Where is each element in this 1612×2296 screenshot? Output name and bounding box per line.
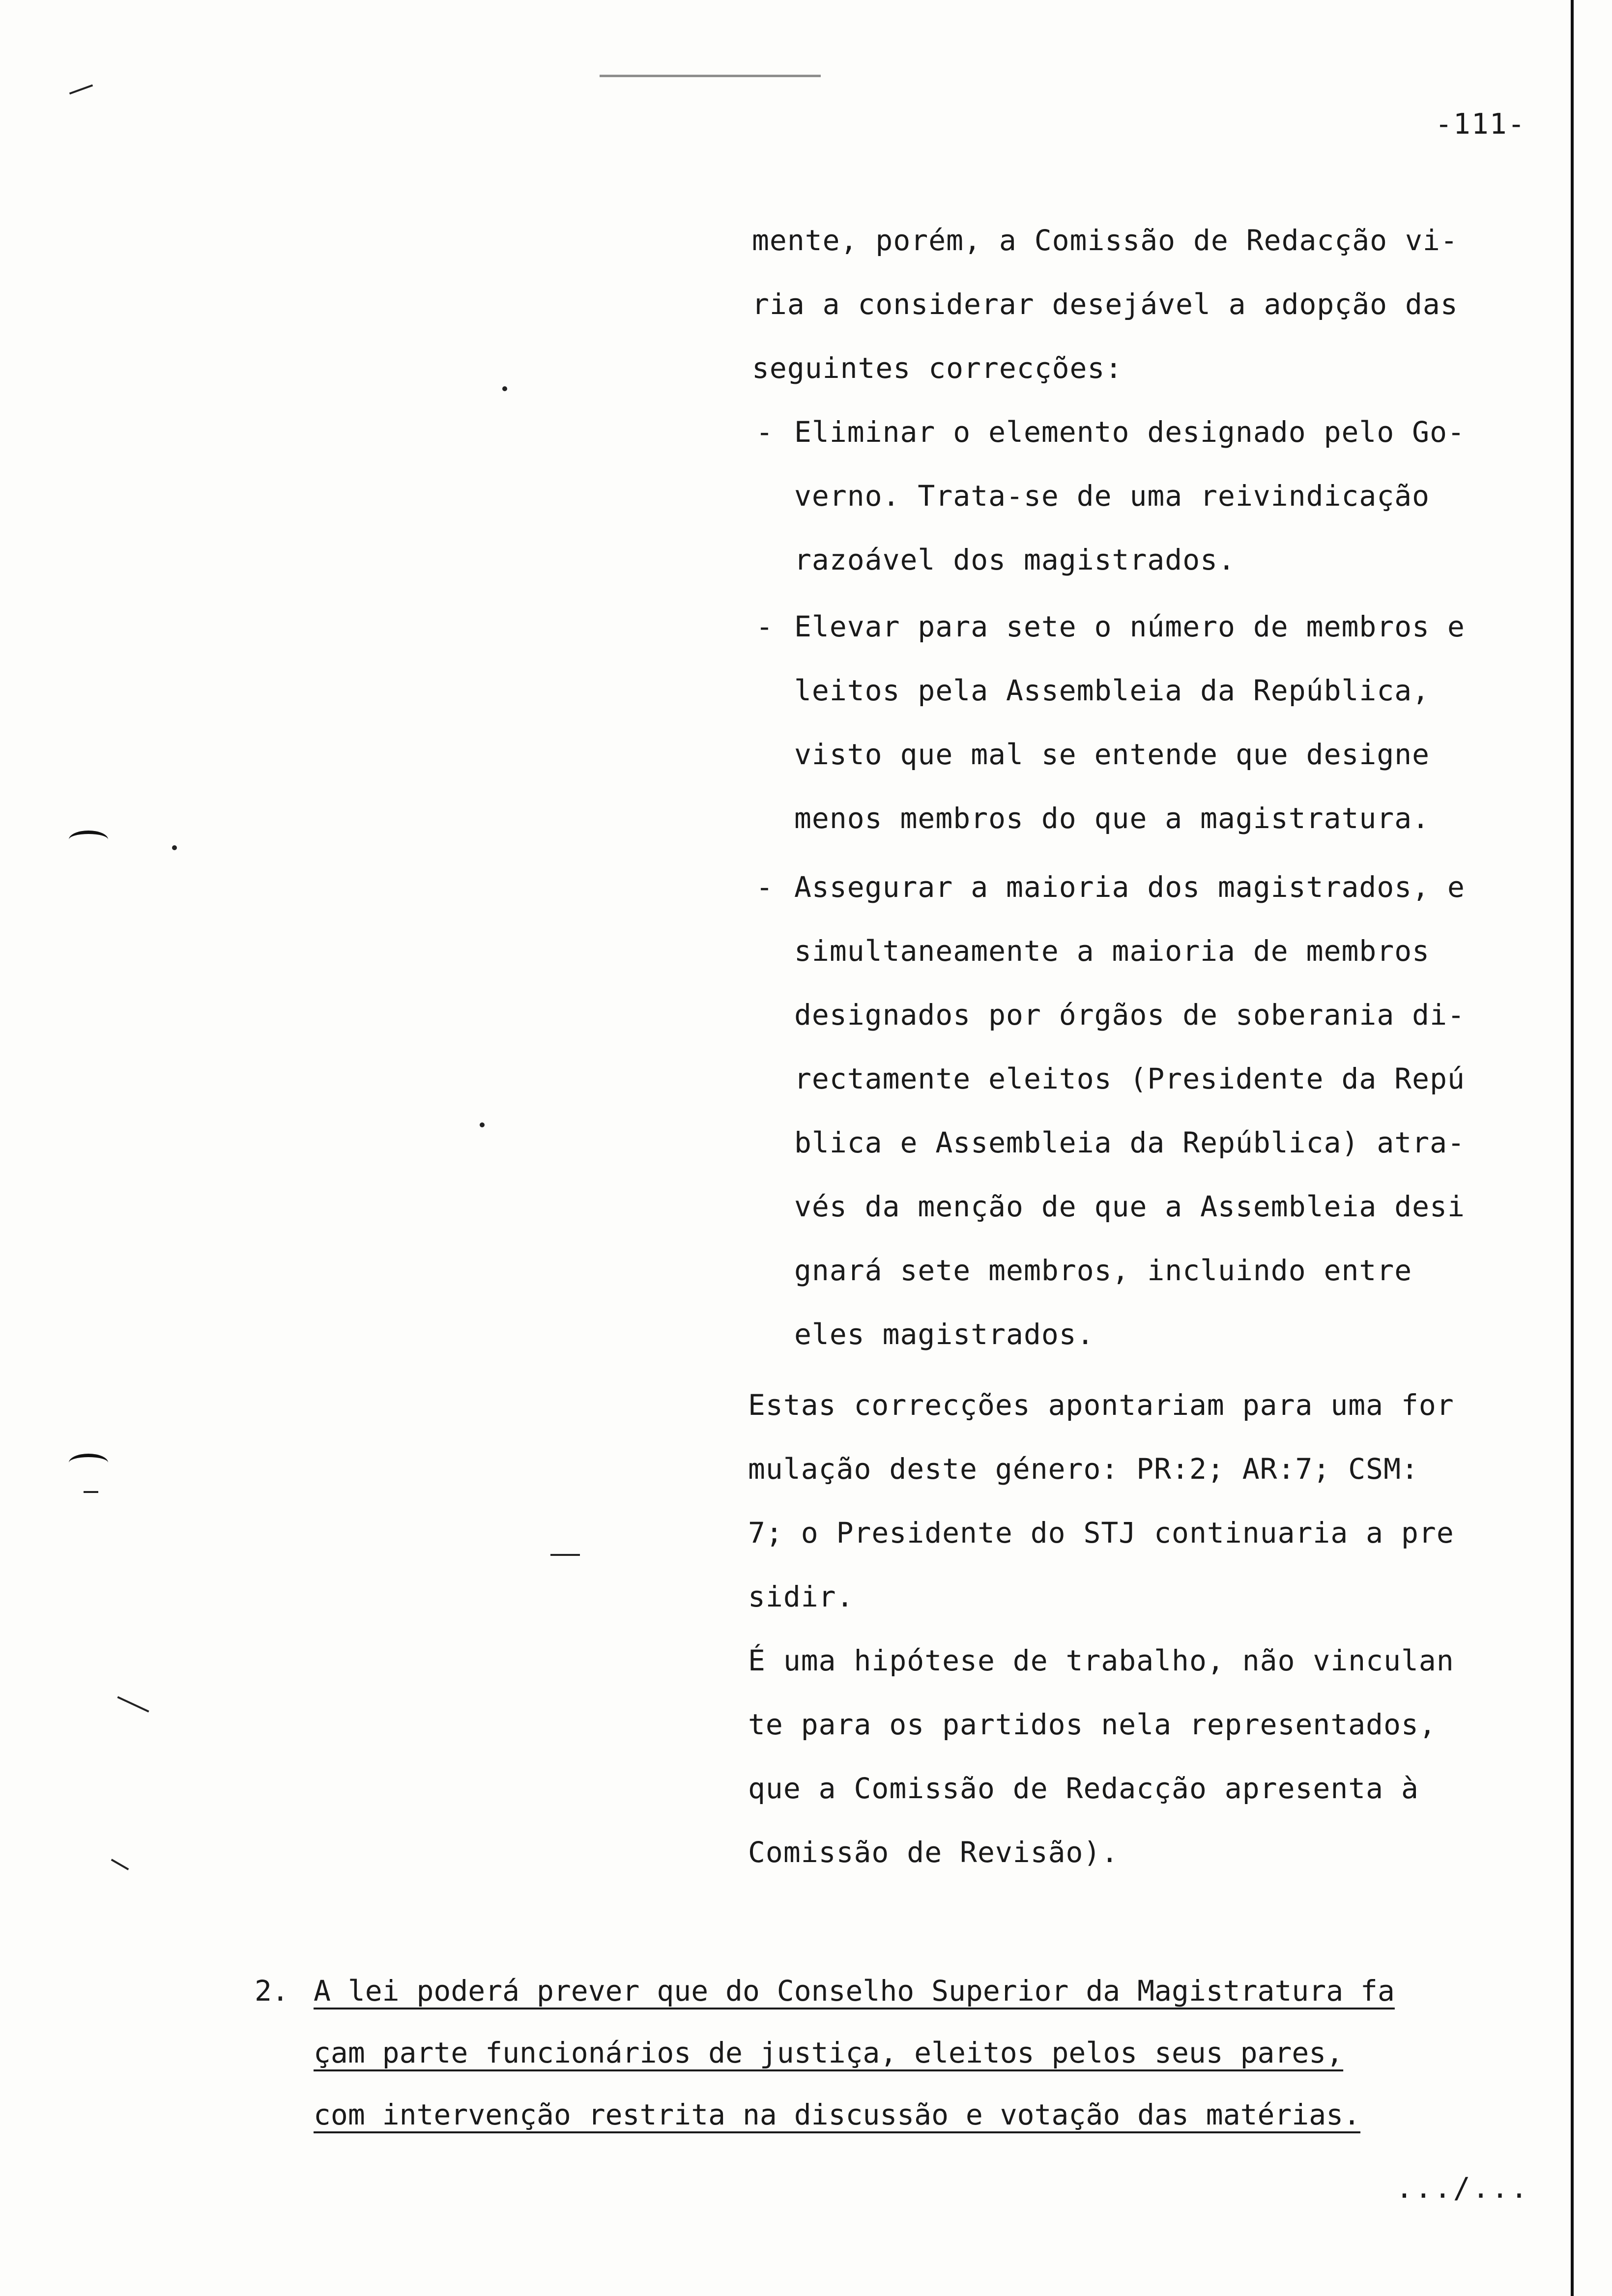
scan-speck — [172, 845, 177, 850]
punch-hole-mark — [69, 831, 108, 849]
bullet-dash: - — [756, 610, 773, 643]
margin-tick — [111, 1859, 129, 1870]
scan-speck — [502, 386, 507, 391]
text-line: vés da menção de que a Assembleia desi — [794, 1190, 1465, 1223]
margin-tick — [84, 1491, 98, 1493]
text-line: menos membros do que a magistratura. — [794, 802, 1430, 835]
bullet-dash: - — [756, 870, 773, 904]
text-line: designados por órgãos de soberania di- — [794, 998, 1465, 1032]
text-line: verno. Trata-se de uma reivindicação — [794, 479, 1430, 513]
text-line: mulação deste género: PR:2; AR:7; CSM: — [748, 1452, 1419, 1486]
text-line: razoável dos magistrados. — [794, 543, 1236, 576]
intro-paragraph — [752, 208, 1458, 400]
text-line: É uma hipótese de trabalho, não vinculan — [748, 1644, 1454, 1677]
underlined-line: çam parte funcionários de justiça, eleitos pelos seus pares, — [314, 2036, 1344, 2069]
text-line: Elevar para sete o número de membros e — [794, 610, 1465, 643]
scan-speck — [480, 1122, 485, 1127]
text-line: simultaneamente a maioria de membros — [794, 934, 1430, 968]
text-line: Assegurar a maioria dos magistrados, e — [794, 870, 1465, 904]
margin-tick — [69, 85, 93, 95]
text-line: rectamente eleitos (Presidente da Repú — [794, 1062, 1465, 1095]
top-scratch-mark — [600, 75, 821, 77]
text-line: ria a considerar desejável a adopção das — [752, 287, 1458, 321]
text-line: 7; o Presidente do STJ continuaria a pre — [748, 1516, 1454, 1550]
underlined-line: com intervenção restrita na discussão e votação das matérias. — [314, 2098, 1361, 2131]
underlined-line: A lei poderá prever que do Conselho Superior da Magistratura fa — [314, 1974, 1395, 2008]
bullet-item-ensure — [794, 855, 1465, 1366]
text-line: Eliminar o elemento designado pelo Go- — [794, 415, 1465, 449]
text-line: blica e Assembleia da República) atra- — [794, 1126, 1465, 1159]
text-line: eles magistrados. — [794, 1318, 1094, 1351]
continuation-marker: .../... — [1396, 2171, 1530, 2205]
text-line: Comissão de Revisão). — [748, 1836, 1119, 1869]
text-line: visto que mal se entende que designe — [794, 738, 1430, 771]
text-line: leitos pela Assembleia da República, — [794, 674, 1430, 707]
margin-tick — [117, 1696, 149, 1712]
text-line: Estas correcções apontariam para uma for — [748, 1388, 1454, 1422]
right-margin-rule — [1571, 0, 1574, 2296]
text-line: sidir. — [748, 1580, 854, 1613]
text-line: te para os partidos nela representados, — [748, 1708, 1437, 1741]
text-line: que a Comissão de Redacção apresenta à — [748, 1772, 1419, 1805]
bullet-dash: - — [756, 415, 773, 449]
text-line: gnará sete membros, incluindo entre — [794, 1254, 1412, 1287]
bullet-item-elevate — [794, 595, 1465, 850]
text-line: mente, porém, a Comissão de Redacção vi- — [752, 224, 1458, 257]
item-number: 2. — [255, 1974, 289, 2008]
margin-tick — [550, 1554, 580, 1556]
item-text — [314, 1960, 1395, 2146]
punch-hole-mark — [69, 1454, 108, 1472]
conclusion-paragraph — [748, 1373, 1454, 1884]
page-number: -111- — [1435, 107, 1526, 141]
text-line: seguintes correcções: — [752, 351, 1123, 385]
bullet-item-eliminate — [794, 400, 1465, 592]
